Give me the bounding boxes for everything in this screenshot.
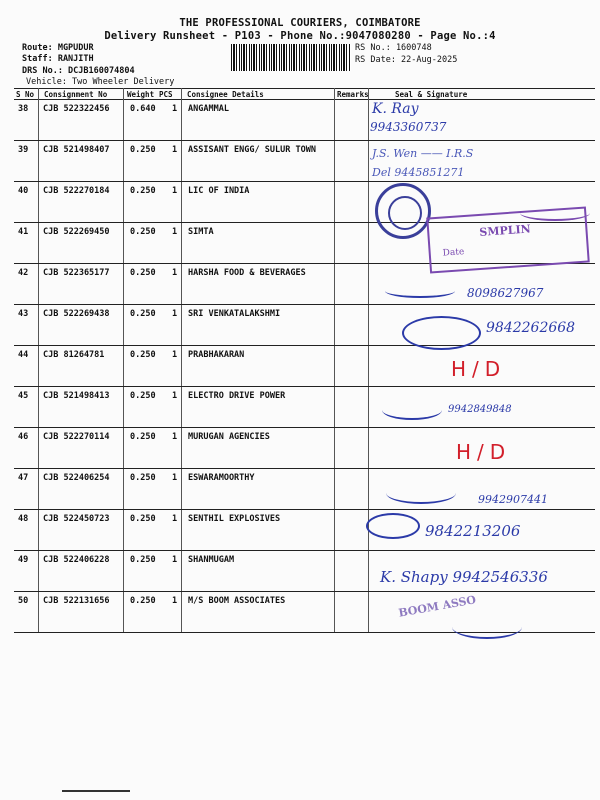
cell-pcs: 1: [172, 432, 178, 442]
cell-consignee: MURUGAN AGENCIES: [188, 432, 270, 442]
cell-consignee: SHANMUGAM: [188, 555, 235, 565]
cell-weight: 0.250: [130, 145, 156, 155]
cell-weight: 0.250: [130, 186, 156, 196]
cell-pcs: 1: [172, 555, 178, 565]
cell-consignee: PRABHAKARAN: [188, 350, 245, 360]
signature-scribble: [402, 316, 481, 350]
cell-sno: 45: [18, 391, 29, 401]
col-divider: [181, 88, 182, 633]
cell-weight: 0.250: [130, 473, 156, 483]
cell-consignee: ASSISANT ENGG/ SULUR TOWN: [188, 145, 316, 155]
cell-sno: 41: [18, 227, 29, 237]
cell-pcs: 1: [172, 186, 178, 196]
cell-consignment: CJB 522270184: [43, 186, 110, 196]
cell-pcs: 1: [172, 104, 178, 114]
company-title: THE PROFESSIONAL COURIERS, COIMBATORE: [179, 17, 421, 29]
row-rule: [14, 181, 595, 182]
row-rule: [14, 509, 595, 510]
row-rule: [14, 550, 595, 551]
handwritten-phone: 8098627967: [467, 286, 544, 300]
col-header-pcs: PCS: [159, 90, 173, 99]
cell-consignment: CJB 81264781: [43, 350, 105, 360]
cell-sno: 38: [18, 104, 29, 114]
handwritten-phone: Del 9445851271: [372, 166, 465, 179]
cell-consignment: CJB 522269450: [43, 227, 110, 237]
cell-consignment: CJB 521498413: [43, 391, 110, 401]
cell-pcs: 1: [172, 227, 178, 237]
cell-weight: 0.250: [130, 596, 156, 606]
cell-pcs: 1: [172, 350, 178, 360]
col-header-remarks: Remarks: [337, 90, 369, 99]
rs-date: RS Date: 22-Aug-2025: [355, 55, 458, 65]
vehicle-label: Vehicle: Two Wheeler Delivery: [26, 77, 175, 87]
cell-sno: 43: [18, 309, 29, 319]
handwritten-signature: K. Ray: [372, 101, 419, 117]
cell-pcs: 1: [172, 473, 178, 483]
cell-sno: 40: [18, 186, 29, 196]
cell-weight: 0.250: [130, 309, 156, 319]
cell-pcs: 1: [172, 391, 178, 401]
col-divider: [368, 88, 369, 633]
stamp-text: SMPLIN: [478, 222, 532, 239]
cell-sno: 39: [18, 145, 29, 155]
row-rule: [14, 140, 595, 141]
handwritten-phone: 9842213206: [425, 522, 521, 540]
cell-consignee: HARSHA FOOD & BEVERAGES: [188, 268, 306, 278]
route-label: Route: MGPUDUR: [22, 43, 94, 53]
cell-consignee: SRI VENKATALAKSHMI: [188, 309, 281, 319]
cell-sno: 42: [18, 268, 29, 278]
barcode-image: [231, 44, 351, 71]
cell-weight: 0.250: [130, 227, 156, 237]
cell-pcs: 1: [172, 514, 178, 524]
cell-pcs: 1: [172, 145, 178, 155]
col-divider: [123, 88, 124, 633]
row-rule: [14, 386, 595, 387]
stamp-date-label: Date: [442, 247, 465, 259]
cell-weight: 0.250: [130, 514, 156, 524]
cell-sno: 46: [18, 432, 29, 442]
signature-scribble: [385, 284, 455, 298]
col-header-weight: Weight: [127, 90, 155, 99]
handwritten-name-phone: K. Shapy 9942546336: [380, 568, 548, 586]
signature-scribble: [382, 400, 442, 420]
cell-weight: 0.250: [130, 555, 156, 565]
col-header-consignee: Consignee Details: [187, 90, 264, 99]
cell-sno: 49: [18, 555, 29, 565]
cell-consignee: SENTHIL EXPLOSIVES: [188, 514, 281, 524]
col-divider: [38, 88, 39, 633]
cell-consignee: LIC OF INDIA: [188, 186, 250, 196]
round-office-seal: [375, 183, 431, 239]
signature-scribble: [452, 615, 522, 639]
cell-consignee: ESWARAMOORTHY: [188, 473, 255, 483]
cell-consignee: SIMTA: [188, 227, 214, 237]
handwritten-hd-note: H/D: [456, 440, 512, 464]
cell-consignment: CJB 522406228: [43, 555, 110, 565]
signature-scribble: [386, 482, 456, 504]
cell-sno: 50: [18, 596, 29, 606]
cell-pcs: 1: [172, 309, 178, 319]
handwritten-phone: 9842262668: [486, 320, 576, 336]
handwritten-hd-note: H/D: [451, 357, 507, 381]
handwritten-phone: 9942907441: [478, 493, 548, 506]
cell-weight: 0.640: [130, 104, 156, 114]
signature-scribble: [366, 513, 420, 539]
table-top-rule: [14, 88, 595, 89]
handwritten-signature: J.S. Wen —— I.R.S: [372, 147, 474, 160]
cell-consignee: ELECTRO DRIVE POWER: [188, 391, 286, 401]
company-stamp: BOOM ASSO: [397, 593, 477, 620]
cell-consignment: CJB 522406254: [43, 473, 110, 483]
cell-consignment: CJB 522270114: [43, 432, 110, 442]
drs-label: DRS No.: DCJB160074804: [22, 66, 135, 76]
cell-weight: 0.250: [130, 268, 156, 278]
handwritten-phone: 9943360737: [370, 120, 447, 134]
cell-consignment: CJB 522269438: [43, 309, 110, 319]
cell-sno: 47: [18, 473, 29, 483]
table-header-rule: [14, 99, 595, 100]
row-rule: [14, 591, 595, 592]
runsheet-subtitle: Delivery Runsheet - P103 - Phone No.:9047080280 - Page No.:4: [104, 30, 496, 42]
col-header-consignment: Consignment No: [44, 90, 108, 99]
row-rule: [14, 345, 595, 346]
stamp-signature-scribble: [520, 205, 590, 221]
cell-consignment: CJB 522131656: [43, 596, 110, 606]
cell-consignment: CJB 521498407: [43, 145, 110, 155]
rs-number: RS No.: 1600748: [355, 43, 432, 53]
handwritten-phone: 9942849848: [448, 404, 512, 415]
col-header-seal: Seal & Signature: [395, 90, 468, 99]
row-rule: [14, 304, 595, 305]
cell-pcs: 1: [172, 596, 178, 606]
cell-sno: 48: [18, 514, 29, 524]
row-rule: [14, 427, 595, 428]
cell-weight: 0.250: [130, 432, 156, 442]
cell-consignment: CJB 522450723: [43, 514, 110, 524]
cell-weight: 0.250: [130, 391, 156, 401]
row-rule: [14, 468, 595, 469]
cell-consignee: M/S BOOM ASSOCIATES: [188, 596, 286, 606]
cell-sno: 44: [18, 350, 29, 360]
cell-consignment: CJB 522322456: [43, 104, 110, 114]
cell-pcs: 1: [172, 268, 178, 278]
cell-consignee: ANGAMMAL: [188, 104, 229, 114]
col-header-sno: S No: [16, 90, 35, 99]
staff-label: Staff: RANJITH: [22, 54, 94, 64]
footer-mark: [62, 790, 130, 792]
cell-consignment: CJB 522365177: [43, 268, 110, 278]
col-divider: [334, 88, 335, 633]
cell-weight: 0.250: [130, 350, 156, 360]
